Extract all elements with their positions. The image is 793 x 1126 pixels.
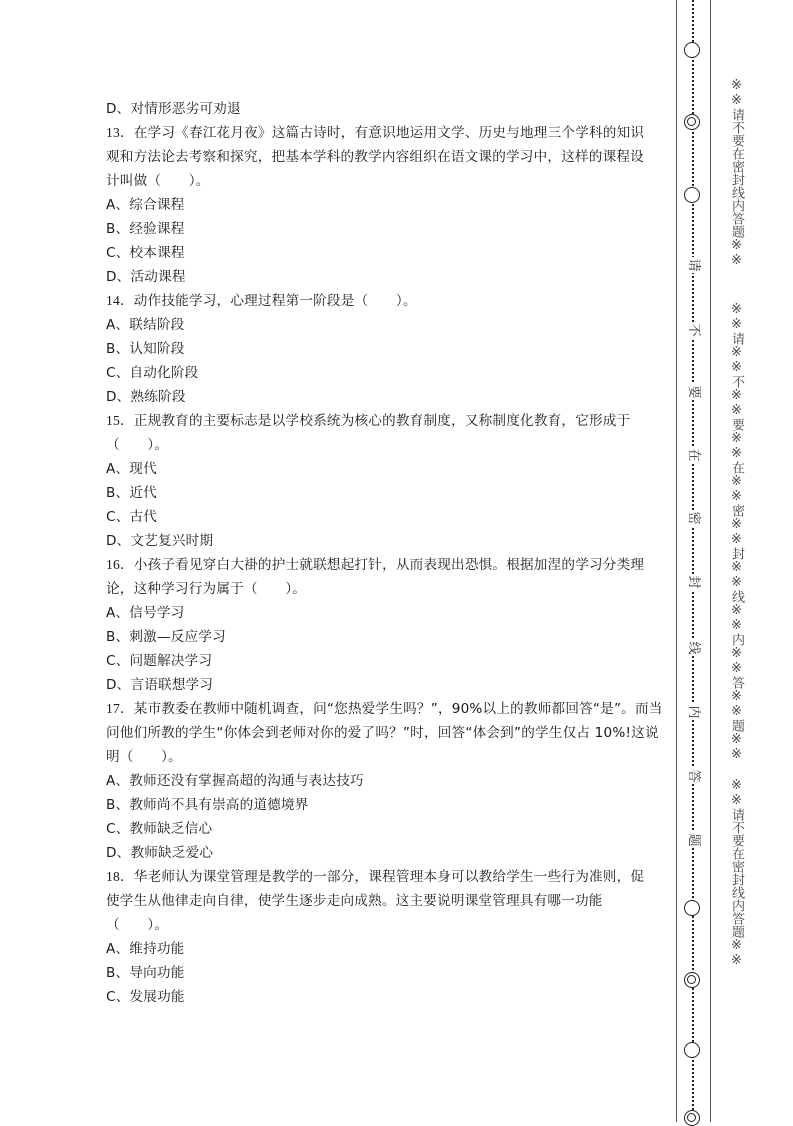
seal-warning-bottom: ※※请不要在密封线内答题※※ [729, 778, 744, 968]
question-continuation: （ ）。 [106, 437, 169, 453]
option-line: C、发展功能 [106, 989, 185, 1005]
seal-label: 要 [686, 385, 701, 399]
question-text: ．某市教委在教师中随机调查，问“您热爱学生吗？”，90%以上的教师都回答“是”。而当 [120, 701, 663, 717]
option-line: D、对情形恶劣可劝退 [106, 101, 241, 117]
option-line: D、熟练阶段 [106, 389, 186, 405]
question-continuation: 明（ ）。 [106, 749, 182, 765]
option-line: B、教师尚不具有崇高的道德境界 [106, 797, 309, 813]
question-text: ．华老师认为课堂管理是教学的一部分，课程管理本身可以教给学生一些行为准则，促 [120, 869, 645, 885]
option-line: A、联结阶段 [106, 317, 185, 333]
question-number: 16 [106, 557, 120, 572]
question-text: ．正规教育的主要标志是以学校系统为核心的教育制度，又称制度化教育，它形成于 [120, 413, 631, 429]
seal-label: 请 [686, 258, 701, 272]
option-line: A、综合课程 [106, 197, 185, 213]
binding-border-right [710, 0, 711, 1122]
double-ring-icon [684, 1110, 700, 1126]
option-line: D、活动课程 [106, 269, 186, 285]
question-continuation: 计叫做（ ）。 [106, 173, 210, 189]
question-continuation: 问他们所教的学生“你体会到老师对你的爱了吗？”时，回答“体会到”的学生仅占 10%!这说 [106, 725, 659, 741]
option-line: B、刺激—反应学习 [106, 629, 226, 645]
question-continuation: 论，这种学习行为属于（ ）。 [106, 581, 307, 597]
question-number: 17 [106, 701, 120, 716]
ring-icon [684, 1042, 700, 1058]
option-line: A、教师还没有掌握高超的沟通与表达技巧 [106, 773, 364, 789]
seal-label: 不 [686, 323, 701, 337]
question-17 [106, 697, 663, 721]
option-line: B、近代 [106, 485, 157, 501]
seal-label: 答 [686, 769, 701, 783]
question-18 [106, 865, 654, 889]
ring-icon [684, 187, 700, 203]
question-13 [106, 121, 654, 145]
option-line: D、言语联想学习 [106, 677, 214, 693]
ring-icon [684, 42, 700, 58]
option-line: C、古代 [106, 509, 158, 525]
question-15 [106, 409, 654, 433]
option-line: A、维持功能 [106, 941, 185, 957]
seal-label: 密 [686, 511, 701, 525]
double-ring-icon [684, 114, 700, 130]
seal-label: 封 [686, 575, 701, 589]
binding-border-left [676, 0, 677, 1122]
option-line: B、导向功能 [106, 965, 185, 981]
question-16 [106, 553, 654, 577]
question-continuation: 使学生从他律走向自律，使学生逐步走向成熟。这主要说明课堂管理具有哪一功能 [106, 893, 603, 909]
seal-warning-middle: ※※请※※不※※要※※在※※密※※封※※线※※内※※答※※题※※ [729, 302, 744, 762]
seal-label: 内 [686, 705, 701, 719]
option-line: A、信号学习 [106, 605, 185, 621]
option-line: C、自动化阶段 [106, 365, 199, 381]
option-line: B、认知阶段 [106, 341, 185, 357]
question-continuation: （ ）。 [106, 917, 169, 933]
option-line: B、经验课程 [106, 221, 185, 237]
question-number: 15 [106, 413, 120, 428]
seal-label: 在 [686, 448, 701, 462]
seal-label: 线 [686, 641, 701, 655]
question-text: ．在学习《春江花月夜》这篇古诗时，有意识地运用文学、历史与地理三个学科的知识 [120, 125, 645, 141]
seal-warning-top: ※※请不要在密封线内答题※※ [729, 78, 744, 268]
seal-dotted-line [692, 0, 696, 1122]
option-line: D、文艺复兴时期 [106, 533, 214, 549]
question-14 [106, 289, 654, 313]
double-ring-icon [684, 972, 700, 988]
ring-icon [684, 900, 700, 916]
question-text: ．动作技能学习，心理过程第一阶段是（ ）。 [120, 293, 417, 309]
option-line: D、教师缺乏爱心 [106, 845, 214, 861]
option-line: A、现代 [106, 461, 157, 477]
question-number: 13 [106, 125, 120, 140]
question-number: 18 [106, 869, 120, 884]
option-line: C、问题解决学习 [106, 653, 213, 669]
exam-question-body [106, 97, 663, 1009]
option-line: C、教师缺乏信心 [106, 821, 213, 837]
question-text: ．小孩子看见穿白大褂的护士就联想起打针，从而表现出恐惧。根据加涅的学习分类理 [120, 557, 645, 573]
seal-label: 题 [686, 833, 701, 847]
question-number: 14 [106, 293, 120, 308]
option-line: C、校本课程 [106, 245, 185, 261]
question-continuation: 观和方法论去考察和探究，把基本学科的教学内容组织在语文课的学习中，这样的课程设 [106, 149, 644, 165]
